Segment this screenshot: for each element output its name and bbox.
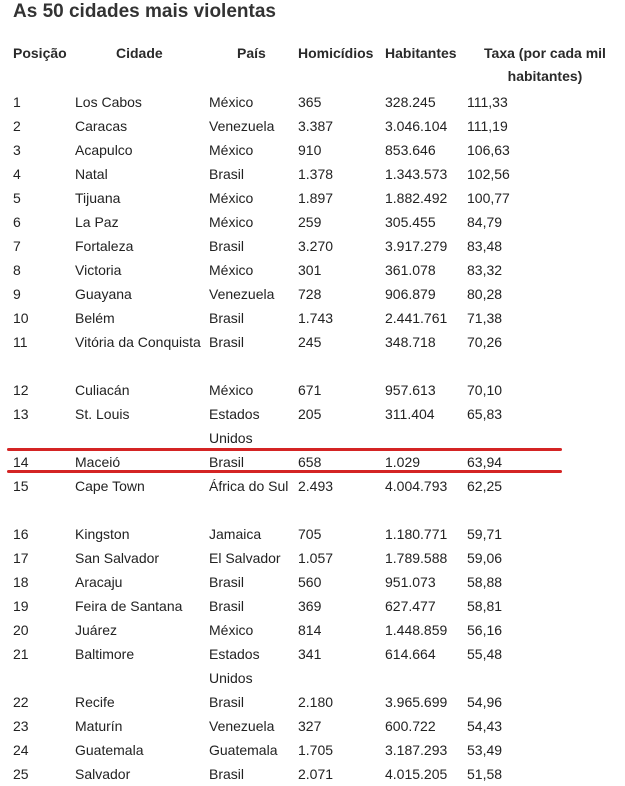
cell-pais: África do Sul [209, 478, 289, 494]
table-row [0, 570, 625, 594]
cell-taxa: 51,58 [467, 766, 503, 782]
cell-homicidios: 1.705 [298, 742, 334, 758]
table-row [0, 618, 625, 642]
cell-pais: México [209, 262, 254, 278]
header-habitantes: Habitantes [385, 45, 457, 61]
cell-cidade: Caracas [75, 118, 128, 134]
header-taxa [470, 42, 620, 88]
cell-homicidios: 2.071 [298, 766, 334, 782]
cell-taxa: 62,25 [467, 478, 503, 494]
cell-homicidios: 3.270 [298, 238, 334, 254]
cell-homicidios: 1.378 [298, 166, 334, 182]
cell-posicao: 18 [13, 574, 29, 590]
cell-habitantes: 3.187.293 [385, 742, 448, 758]
table-row [0, 258, 625, 282]
cell-taxa: 59,71 [467, 526, 503, 542]
table-header [0, 42, 625, 90]
cell-cidade: Kingston [75, 526, 130, 542]
cell-cidade: Baltimore [75, 646, 135, 662]
cell-habitantes: 951.073 [385, 574, 436, 590]
cell-cidade: Acapulco [75, 142, 133, 158]
cell-posicao: 24 [13, 742, 29, 758]
cell-cidade: Cape Town [75, 478, 145, 494]
cell-taxa: 100,77 [467, 190, 510, 206]
cell-posicao: 21 [13, 646, 29, 662]
cell-cidade: Maturín [75, 718, 123, 734]
cell-habitantes: 853.646 [385, 142, 436, 158]
cell-taxa: 55,48 [467, 646, 503, 662]
cell-cidade: Aracaju [75, 574, 123, 590]
cell-homicidios: 2.180 [298, 694, 334, 710]
cell-homicidios: 341 [298, 646, 322, 662]
cell-taxa: 54,43 [467, 718, 503, 734]
cell-homicidios: 245 [298, 334, 322, 350]
header-homicidios: Homicídios [298, 45, 374, 61]
table-row [0, 234, 625, 258]
cell-posicao: 1 [13, 94, 21, 110]
cell-taxa: 71,38 [467, 310, 503, 326]
cell-habitantes: 311.404 [385, 406, 435, 422]
cell-posicao: 13 [13, 406, 29, 422]
cell-pais: México [209, 382, 254, 398]
cell-cidade: Fortaleza [75, 238, 134, 254]
cell-pais: Venezuela [209, 118, 275, 134]
cell-posicao: 7 [13, 238, 21, 254]
table-row [0, 402, 625, 450]
cell-homicidios: 259 [298, 214, 322, 230]
cell-posicao: 2 [13, 118, 21, 134]
cell-pais: Brasil [209, 334, 245, 350]
cell-taxa: 54,96 [467, 694, 503, 710]
table-row [0, 282, 625, 306]
cell-posicao: 10 [13, 310, 29, 326]
cell-cidade: Vitória da Conquista [75, 334, 201, 350]
cell-taxa: 59,06 [467, 550, 503, 566]
header-posicao: Posição [13, 45, 67, 61]
cell-posicao: 23 [13, 718, 29, 734]
cell-posicao: 6 [13, 214, 21, 230]
cell-homicidios: 705 [298, 526, 322, 542]
cell-taxa: 106,63 [467, 142, 510, 158]
cell-pais: Brasil [209, 574, 245, 590]
cell-cidade: St. Louis [75, 406, 130, 422]
header-pais: País [237, 45, 266, 61]
cell-posicao: 15 [13, 478, 29, 494]
cell-posicao: 22 [13, 694, 29, 710]
table-row [0, 762, 625, 786]
cell-homicidios: 1.057 [298, 550, 334, 566]
cell-pais: Brasil [209, 310, 245, 326]
cell-taxa: 65,83 [467, 406, 503, 422]
cell-cidade: Juárez [75, 622, 118, 638]
table-body [0, 90, 625, 786]
cell-cidade: Natal [75, 166, 108, 182]
cell-habitantes: 906.879 [385, 286, 436, 302]
cell-pais: México [209, 142, 254, 158]
cell-taxa: 58,88 [467, 574, 503, 590]
cell-cidade: Guatemala [75, 742, 144, 758]
cell-habitantes: 3.965.699 [385, 694, 448, 710]
cell-habitantes: 957.613 [385, 382, 436, 398]
cell-posicao: 16 [13, 526, 29, 542]
cell-pais: Brasil [209, 598, 245, 614]
cell-taxa: 83,48 [467, 238, 503, 254]
table-row [0, 690, 625, 714]
cell-habitantes: 4.015.205 [385, 766, 448, 782]
cell-pais: Brasil [209, 238, 245, 254]
cell-taxa: 63,94 [467, 454, 503, 470]
cell-habitantes: 3.917.279 [385, 238, 448, 254]
table-row [0, 642, 625, 690]
cell-pais: Venezuela [209, 718, 275, 734]
cell-pais: México [209, 214, 254, 230]
cell-posicao: 9 [13, 286, 21, 302]
cell-cidade: Victoria [75, 262, 122, 278]
cell-posicao: 11 [13, 334, 28, 350]
cell-habitantes: 1.343.573 [385, 166, 448, 182]
cell-habitantes: 600.722 [385, 718, 436, 734]
cell-taxa: 80,28 [467, 286, 503, 302]
cell-pais: Brasil [209, 166, 245, 182]
cell-taxa: 83,32 [467, 262, 503, 278]
cell-posicao: 4 [13, 166, 21, 182]
cell-posicao: 5 [13, 190, 21, 206]
cell-homicidios: 560 [298, 574, 322, 590]
table-row [0, 90, 625, 114]
cell-habitantes: 361.078 [385, 262, 436, 278]
cell-taxa: 56,16 [467, 622, 503, 638]
cell-pais: Estados Unidos [209, 646, 260, 686]
cell-posicao: 8 [13, 262, 21, 278]
cell-pais: Brasil [209, 766, 245, 782]
cell-cidade: La Paz [75, 214, 119, 230]
cell-posicao: 20 [13, 622, 29, 638]
cell-taxa: 84,79 [467, 214, 503, 230]
cell-homicidios: 728 [298, 286, 322, 302]
cell-pais: Jamaica [209, 526, 262, 542]
cell-pais: Estados Unidos [209, 406, 260, 446]
cell-homicidios: 814 [298, 622, 322, 638]
cell-homicidios: 365 [298, 94, 322, 110]
table-row [0, 546, 625, 570]
table-row [0, 378, 625, 402]
cell-taxa: 58,81 [467, 598, 503, 614]
cell-habitantes: 1.180.771 [385, 526, 448, 542]
cell-habitantes: 1.029 [385, 454, 421, 470]
table-row [0, 162, 625, 186]
table-row [0, 210, 625, 234]
cell-homicidios: 327 [298, 718, 322, 734]
header-taxa-line1: Taxa (por cada mil [484, 45, 606, 61]
cell-habitantes: 1.789.588 [385, 550, 448, 566]
cell-posicao: 17 [13, 550, 29, 566]
cell-homicidios: 658 [298, 454, 322, 470]
table-row [0, 474, 625, 522]
cell-pais: México [209, 622, 254, 638]
cell-homicidios: 205 [298, 406, 322, 422]
cell-habitantes: 627.477 [385, 598, 436, 614]
cell-habitantes: 305.455 [385, 214, 436, 230]
cell-posicao: 25 [13, 766, 29, 782]
cell-cidade: Salvador [75, 766, 131, 782]
cell-homicidios: 369 [298, 598, 322, 614]
cell-habitantes: 1.448.859 [385, 622, 448, 638]
table-row [0, 114, 625, 138]
cell-taxa: 111,33 [467, 94, 508, 110]
table-row [0, 330, 625, 378]
cell-cidade: Guayana [75, 286, 132, 302]
cell-homicidios: 2.493 [298, 478, 334, 494]
cell-pais: Brasil [209, 454, 245, 470]
cell-posicao: 12 [13, 382, 29, 398]
cell-cidade: Maceió [75, 454, 121, 470]
cell-habitantes: 348.718 [385, 334, 436, 350]
cell-posicao: 19 [13, 598, 29, 614]
cell-habitantes: 614.664 [385, 646, 436, 662]
cell-taxa: 70,26 [467, 334, 503, 350]
cell-cidade: Recife [75, 694, 115, 710]
cell-habitantes: 328.245 [385, 94, 436, 110]
cell-cidade: Los Cabos [75, 94, 142, 110]
cell-homicidios: 1.743 [298, 310, 334, 326]
cell-habitantes: 2.441.761 [385, 310, 448, 326]
highlight-line-bottom [7, 470, 562, 473]
cell-cidade: Culiacán [75, 382, 130, 398]
cell-pais: México [209, 190, 254, 206]
cell-cidade: Belém [75, 310, 115, 326]
cell-habitantes: 1.882.492 [385, 190, 448, 206]
cell-pais: Brasil [209, 694, 245, 710]
cell-cidade: San Salvador [75, 550, 160, 566]
cell-habitantes: 4.004.793 [385, 478, 448, 494]
page-title: As 50 cidades mais violentas [13, 1, 276, 22]
cell-homicidios: 910 [298, 142, 322, 158]
cell-pais: Venezuela [209, 286, 275, 302]
cell-homicidios: 671 [298, 382, 322, 398]
cell-homicidios: 3.387 [298, 118, 334, 134]
table-row [0, 738, 625, 762]
header-taxa-line2: habitantes) [507, 68, 583, 84]
cell-pais: Guatemala [209, 742, 278, 758]
highlight-line-top [7, 448, 562, 451]
table-row [0, 522, 625, 546]
cell-posicao: 3 [13, 142, 21, 158]
cell-posicao: 14 [13, 454, 29, 470]
cell-cidade: Tijuana [75, 190, 121, 206]
cell-pais: El Salvador [209, 550, 281, 566]
cell-habitantes: 3.046.104 [385, 118, 448, 134]
table-row [0, 714, 625, 738]
cell-taxa: 53,49 [467, 742, 503, 758]
cell-homicidios: 1.897 [298, 190, 334, 206]
cell-homicidios: 301 [298, 262, 322, 278]
header-cidade: Cidade [116, 45, 163, 61]
table-row [0, 594, 625, 618]
table-row [0, 186, 625, 210]
table-row [0, 306, 625, 330]
cell-cidade: Feira de Santana [75, 598, 183, 614]
cell-taxa: 70,10 [467, 382, 503, 398]
table-row [0, 138, 625, 162]
cell-taxa: 111,19 [467, 118, 508, 134]
cell-pais: México [209, 94, 254, 110]
cell-taxa: 102,56 [467, 166, 510, 182]
